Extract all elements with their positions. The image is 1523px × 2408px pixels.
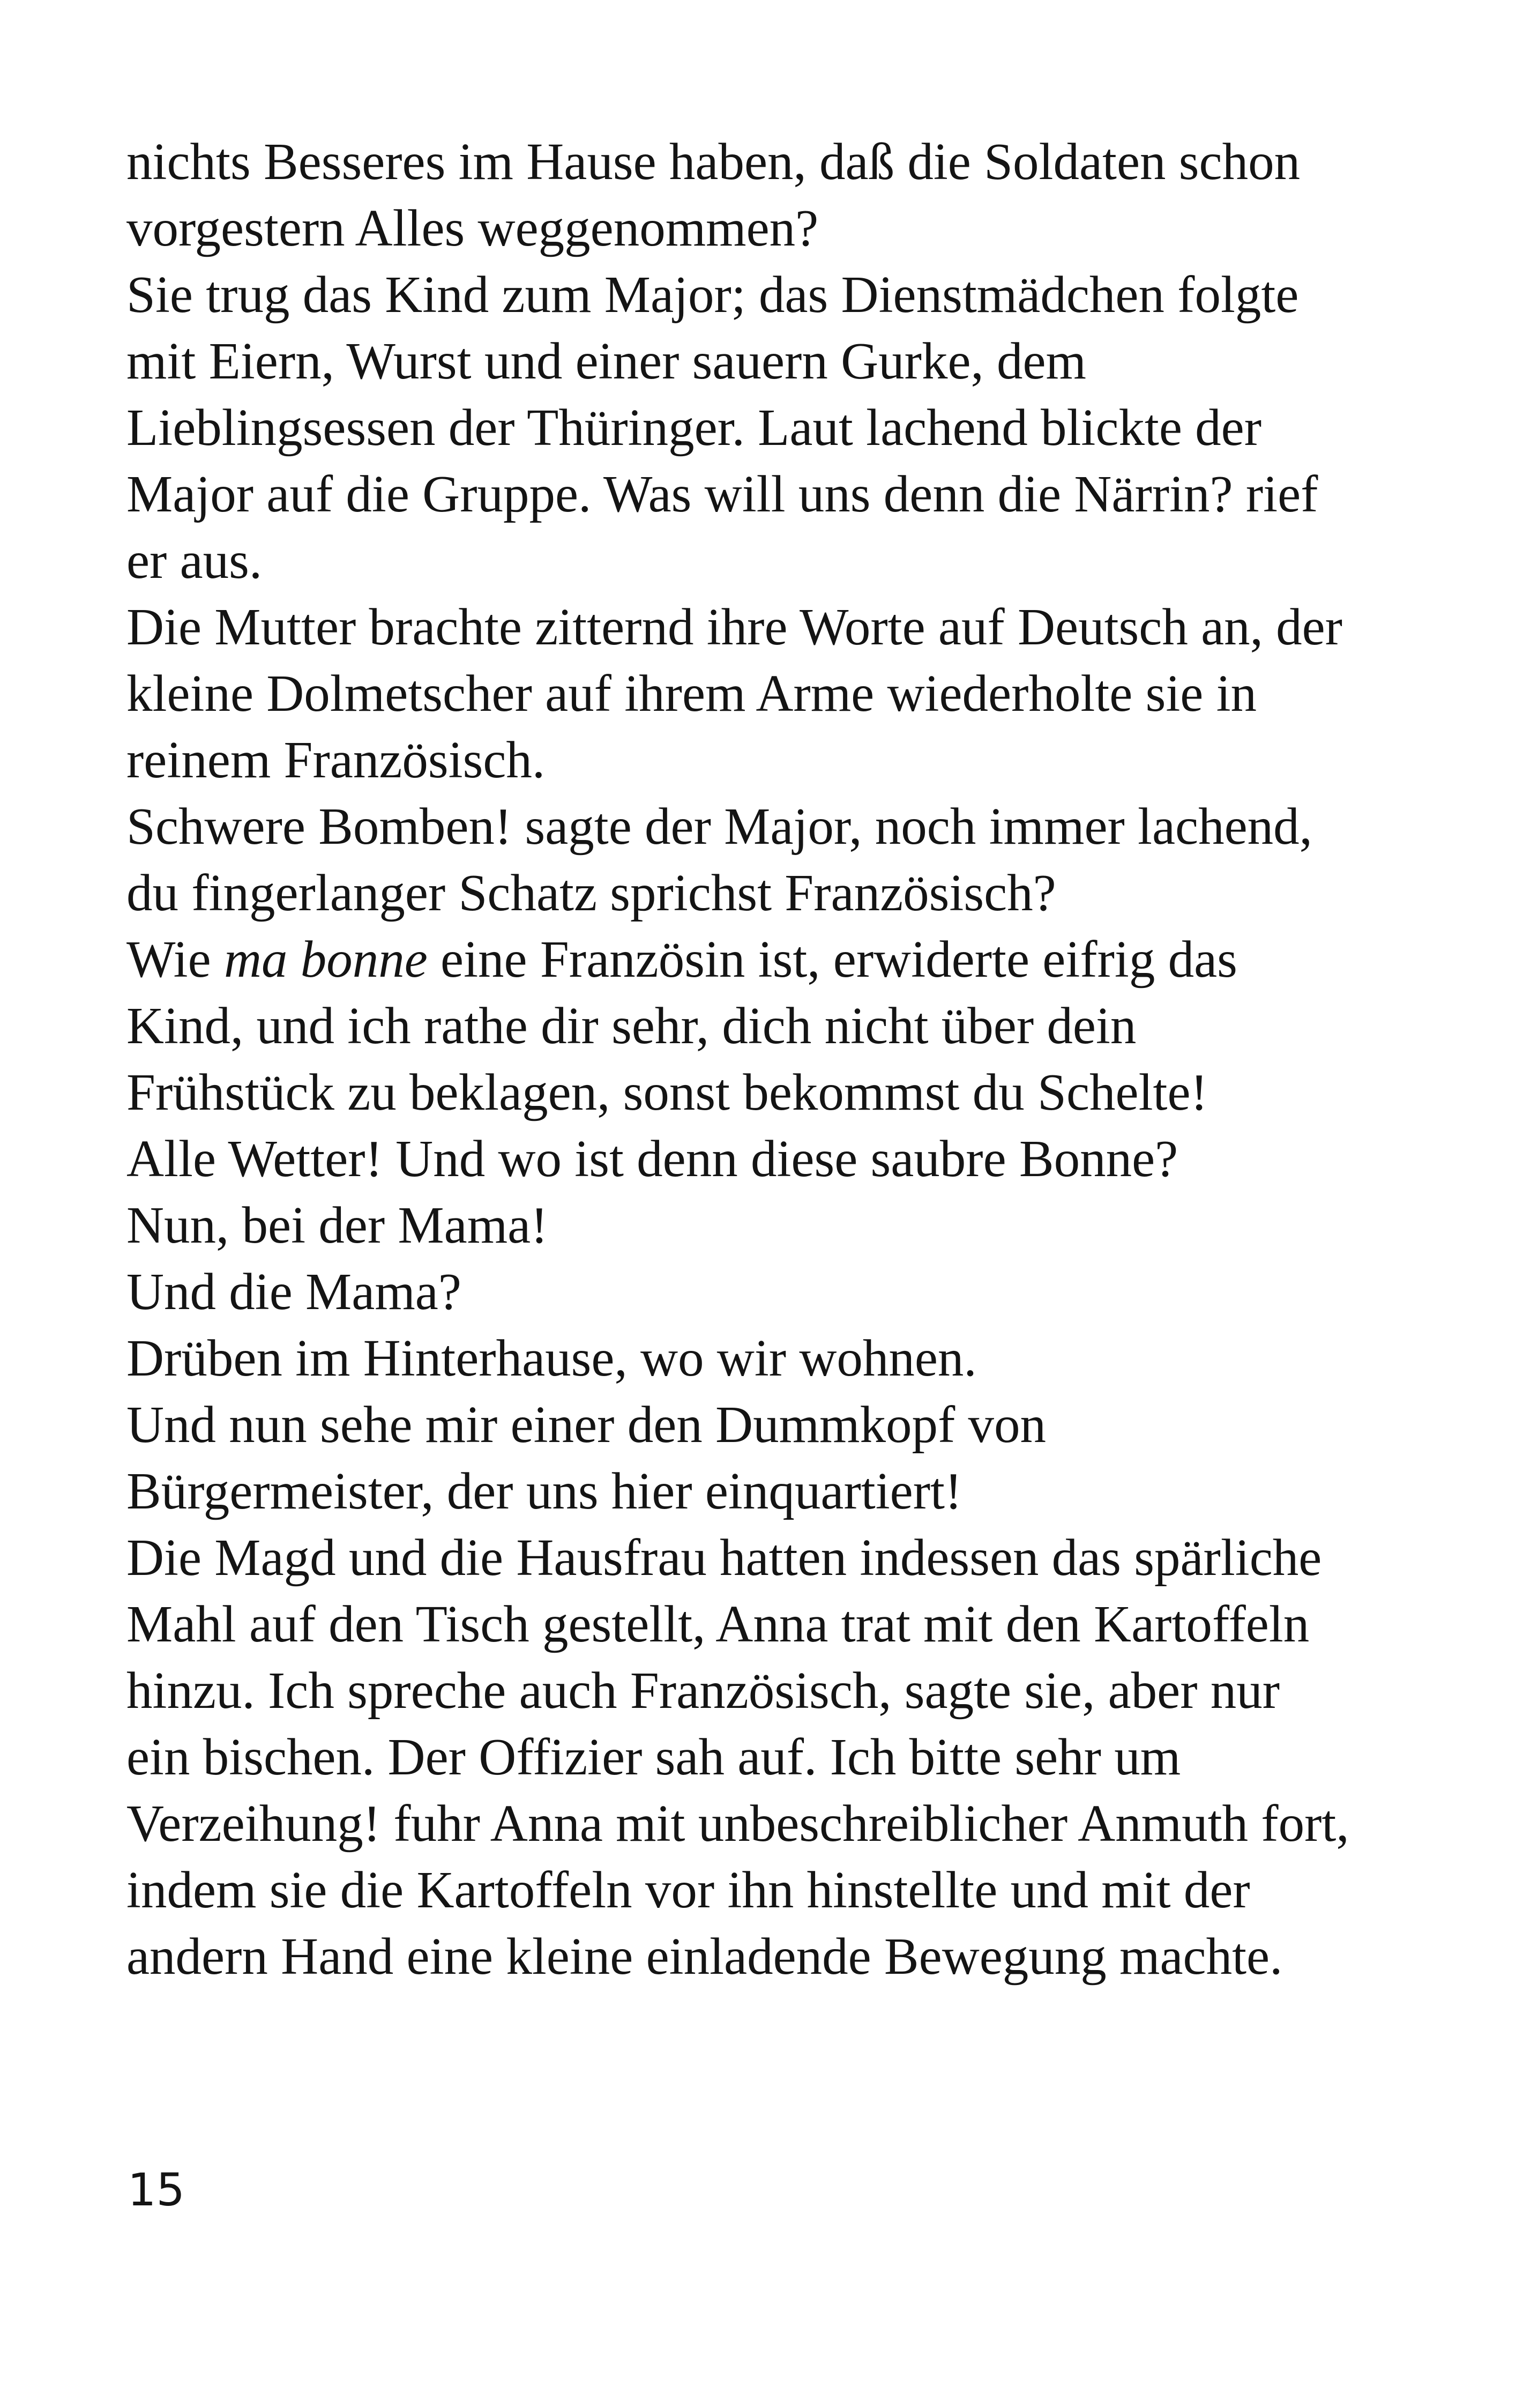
text-line: Und die Mama? — [126, 1263, 461, 1320]
text-line: reinem Französisch. — [126, 731, 546, 789]
text-line: hinzu. Ich spreche auch Französisch, sagte sie, aber nur — [126, 1662, 1280, 1719]
page-number: 15 — [128, 2164, 185, 2216]
text-line: Verzeihung! fuhr Anna mit unbeschreiblicher Anmuth fort, — [126, 1795, 1349, 1852]
text-line: indem sie die Kartoffeln vor ihn hinstellte und mit der — [126, 1861, 1250, 1919]
text-line: Bürgermeister, der uns hier einquartiert! — [126, 1462, 962, 1520]
text-line: Alle Wetter! Und wo ist denn diese saubre Bonne? — [126, 1130, 1178, 1187]
text-line-with-italic — [126, 926, 1413, 993]
text-line: Sie trug das Kind zum Major; das Dienstmädchen folgte — [126, 266, 1299, 323]
text-line: Und nun sehe mir einer den Dummkopf von — [126, 1396, 1047, 1453]
text-line: vorgestern Alles weggenommen? — [126, 199, 819, 257]
text-line: Die Magd und die Hausfrau hatten indessen das spärliche — [126, 1529, 1322, 1586]
text-line: Frühstück zu beklagen, sonst bekommst du Schelte! — [126, 1064, 1208, 1121]
text-line: Lieblingsessen der Thüringer. Laut lachend blickte der — [126, 399, 1262, 456]
text-line: Kind, und ich rathe dir sehr, dich nicht über dein — [126, 997, 1137, 1054]
text-line: ein bischen. Der Offizier sah auf. Ich bitte sehr um — [126, 1728, 1181, 1786]
text-line: Nun, bei der Mama! — [126, 1196, 548, 1254]
italic-phrase: ma bonne — [223, 931, 428, 988]
text-line: Schwere Bomben! sagte der Major, noch immer lachend, — [126, 798, 1312, 855]
text-line: mit Eiern, Wurst und einer sauern Gurke, dem — [126, 332, 1086, 390]
text-line: er aus. — [126, 532, 263, 589]
text-segment: Wie — [126, 931, 224, 988]
text-line: du fingerlanger Schatz sprichst Französisch? — [126, 864, 1056, 921]
text-line: nichts Besseres im Hause haben, daß die Soldaten schon — [126, 133, 1301, 190]
text-line: andern Hand eine kleine einladende Bewegung machte. — [126, 1928, 1283, 1985]
body-text — [126, 129, 1413, 1990]
text-line: Drüben im Hinterhause, wo wir wohnen. — [126, 1329, 977, 1387]
text-segment: eine Französin ist, erwiderte eifrig das — [427, 931, 1237, 988]
text-line: Die Mutter brachte zitternd ihre Worte auf Deutsch an, der — [126, 598, 1342, 656]
text-line: Mahl auf den Tisch gestellt, Anna trat mit den Kartoffeln — [126, 1595, 1310, 1653]
text-line: Major auf die Gruppe. Was will uns denn die Närrin? rief — [126, 465, 1318, 523]
text-line: kleine Dolmetscher auf ihrem Arme wiederholte sie in — [126, 665, 1257, 722]
